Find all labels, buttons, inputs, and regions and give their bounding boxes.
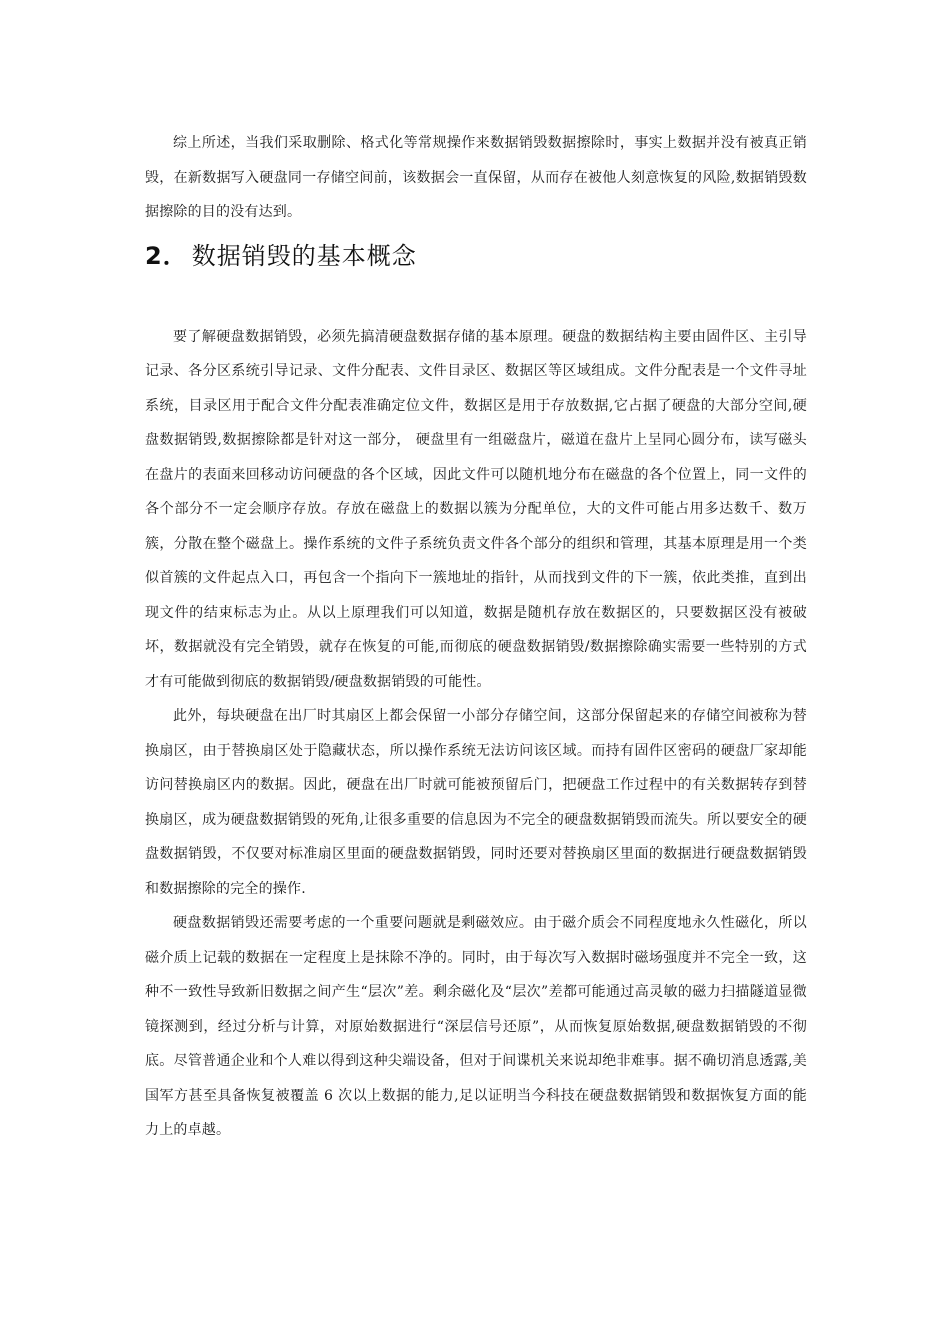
section-number: 2． [145,241,188,270]
body-paragraph-remanence: 硬盘数据销毁还需要考虑的一个重要问题就是剩磁效应。由于磁介质会不同程度地永久性磁化，所以磁介质上记载的数据在一定程度上是抹除不净的。同时，由于每次写入数据时磁场强度并不完全一致，这种不一致性导致新旧数据之间产生“层次”差。剩余磁化及“层次”差都可能通过高灵敏的磁力扫描隧道显微镜探测到，经过分析与计算，对原始数据进行“深层信号还原”，从而恢复原始数据,硬盘数据销毁的不彻底。尽管普通企业和个人难以得到这种尖端设备，但对于间谍机关来说却绝非难事。据不确切消息透露,美国军方甚至具备恢复被覆盖 6 次以上数据的能力,足以证明当今科技在硬盘数据销毁和数据恢复方面的能力上的卓越。 [145,915,807,1138]
section-heading [145,236,807,276]
intro-paragraph: 综上所述，当我们采取删除、格式化等常规操作来数据销毁数据擦除时，事实上数据并没有被真正销毁，在新数据写入硬盘同一存储空间前，该数据会一直保留，从而存在被他人刻意恢复的风险,数据销毁数据擦除的目的没有达到。 [145,135,807,220]
body-paragraph-storage: 要了解硬盘数据销毁，必须先搞清硬盘数据存储的基本原理。硬盘的数据结构主要由固件区、主引导记录、各分区系统引导记录、文件分配表、文件目录区、数据区等区域组成。文件分配表是一个文件寻址系统，目录区用于配合文件分配表准确定位文件，数据区是用于存放数据,它占据了硬盘的大部分空间,硬盘数据销毁,数据擦除都是针对这一部分， 硬盘里有一组磁盘片，磁道在盘片上呈同心圆分布，读写磁头在盘片的表面来回移动访问硬盘的各个区域，因此文件可以随机地分布在磁盘的各个位置上，同一文件的各个部分不一定会顺序存放。存放在磁盘上的数据以簇为分配单位，大的文件可能占用多达数千、数万簇，分散在整个磁盘上。操作系统的文件子系统负责文件各个部分的组织和管理，其基本原理是用一个类似首簇的文件起点入口，再包含一个指向下一簇地址的指针，从而找到文件的下一簇，依此类推，直到出现文件的结束标志为止。从以上原理我们可以知道，数据是随机存放在数据区的，只要数据区没有被破坏，数据就没有完全销毁，就存在恢复的可能,而彻底的硬盘数据销毁/数据擦除确实需要一些特别的方式才有可能做到彻底的数据销毁/硬盘数据销毁的可能性。 [145,328,807,690]
section-title: 数据销毁的基本概念 [191,241,417,270]
document-page [145,126,807,1148]
body-paragraph-spare-sectors: 此外，每块硬盘在出厂时其扇区上都会保留一小部分存储空间，这部分保留起来的存储空间被称为替换扇区，由于替换扇区处于隐藏状态，所以操作系统无法访问该区域。而持有固件区密码的硬盘厂家却能访问替换扇区内的数据。因此，硬盘在出厂时就可能被预留后门，把硬盘工作过程中的有关数据转存到替换扇区，成为硬盘数据销毁的死角,让很多重要的信息因为不完全的硬盘数据销毁而流失。所以要安全的硬盘数据销毁，不仅要对标准扇区里面的硬盘数据销毁，同时还要对替换扇区里面的数据进行硬盘数据销毁和数据擦除的完全的操作. [145,708,807,897]
section-spacer [145,276,807,320]
